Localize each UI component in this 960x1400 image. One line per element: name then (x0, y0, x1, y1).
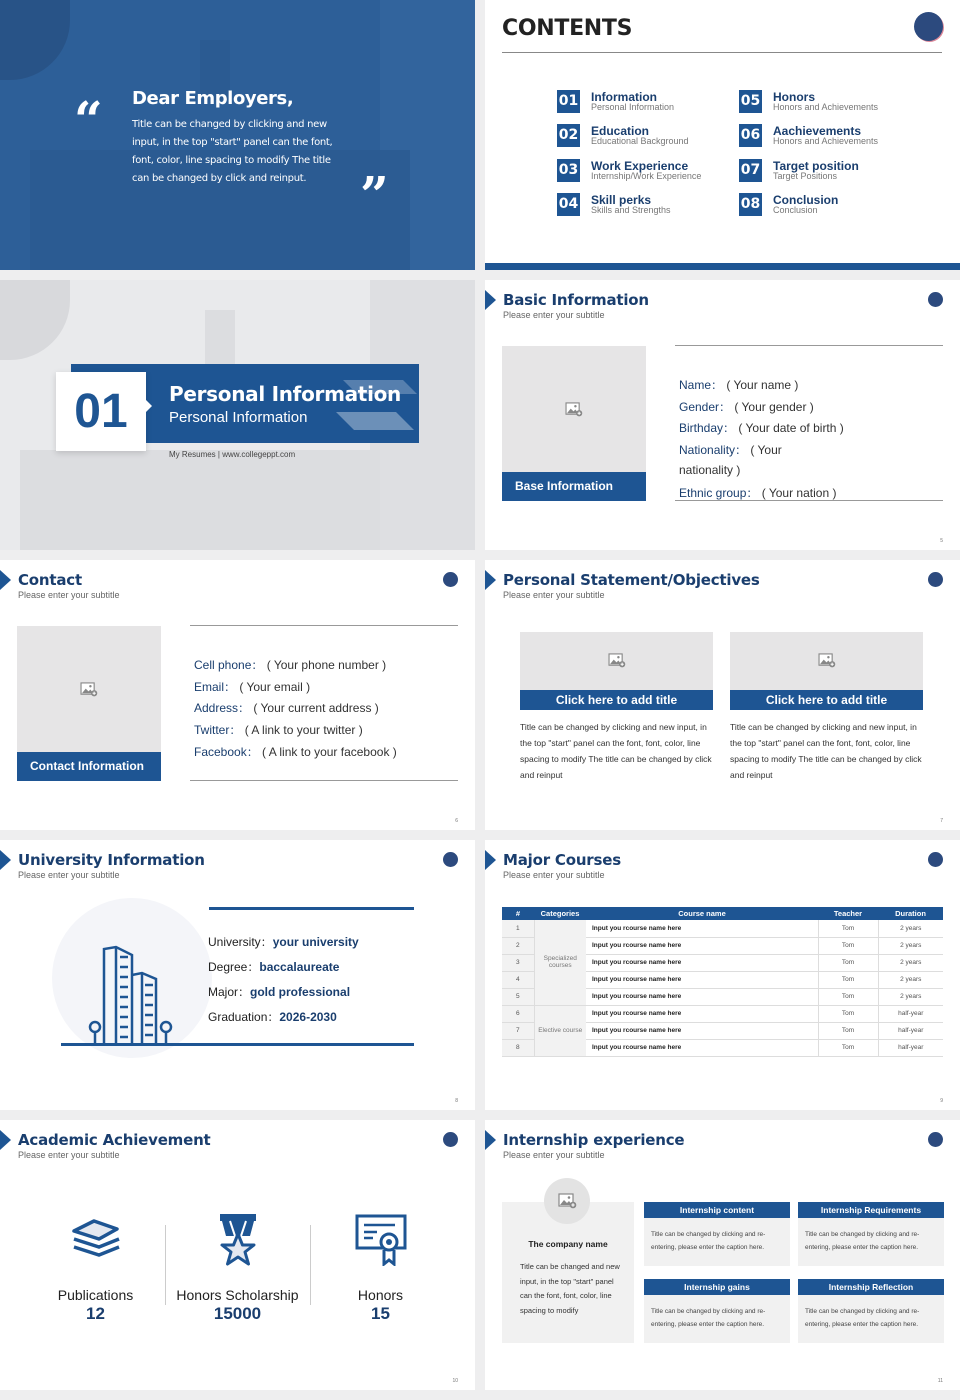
cell-teacher[interactable]: Tom (818, 988, 878, 1005)
cover-body[interactable]: Title can be changed by clicking and new input, in the top "start" panel can the font, font, color, line spacing to modify The title can be changed by click and reinput. (132, 119, 333, 184)
toc-label: Information (591, 90, 657, 104)
image-add-icon (80, 682, 98, 697)
section-footer: My Resumes | www.collegeppt.com (169, 450, 296, 459)
image-add-icon (818, 653, 836, 668)
slide-subtitle[interactable]: Please enter your subtitle (503, 310, 605, 320)
toc-number: 05 (739, 90, 762, 113)
page-number: 10 (452, 1378, 458, 1384)
slide-university-information[interactable] (0, 840, 475, 1110)
box-text[interactable]: Title can be changed by clicking and re-entering, please enter the caption here. (651, 1231, 766, 1251)
photo-caption[interactable]: Base Information (502, 472, 646, 501)
achievement-publications[interactable] (23, 1210, 168, 1324)
cell-category: Elective course (534, 1005, 586, 1056)
field-cell-phone[interactable]: Cell phone： ( Your phone number ) (194, 658, 387, 672)
books-icon (23, 1210, 168, 1270)
cell-index: 1 (502, 920, 534, 937)
field-nationality-cont[interactable]: nationality ) (679, 463, 741, 477)
cell-duration[interactable]: 2 years (878, 920, 943, 937)
slide-subtitle[interactable]: Please enter your subtitle (503, 1150, 605, 1160)
cell-index: 4 (502, 971, 534, 988)
toc-number: 07 (739, 159, 762, 182)
field-gender[interactable]: Gender： ( Your gender ) (679, 400, 814, 414)
toc-label: Skill perks (591, 193, 652, 207)
toc-number: 08 (739, 193, 762, 216)
cell-teacher[interactable]: Tom (818, 920, 878, 937)
field-name[interactable]: Name： ( Your name ) (679, 378, 799, 392)
table-row[interactable] (502, 920, 943, 937)
company-logo-placeholder[interactable] (544, 1178, 590, 1224)
page-number: 7 (940, 818, 943, 824)
cell-duration[interactable]: 2 years (878, 988, 943, 1005)
card-text[interactable]: Title can be changed by clicking and new input, in the top "start" panel can the font, font, color, line spacing to modify The title can be changed by click and reinput (520, 722, 712, 780)
decorative-dot (443, 1132, 458, 1147)
divider (675, 500, 943, 501)
slide-title[interactable]: Internship experience (503, 1131, 685, 1149)
open-quote-icon: “ (74, 90, 103, 149)
company-text[interactable]: Title can be changed and new input, in the top "start" panel can the font, font, color, line spacing to modify (520, 1262, 620, 1315)
cell-teacher[interactable]: Tom (818, 971, 878, 988)
header-arrow-icon (0, 850, 11, 870)
toc-number: 04 (557, 193, 580, 216)
slide-section-personal-info[interactable] (0, 280, 475, 550)
toc-sub: Internship/Work Experience (591, 171, 702, 181)
header-arrow-icon (485, 850, 496, 870)
slide-contents[interactable] (485, 0, 960, 270)
box-text[interactable]: Title can be changed by clicking and re-entering, please enter the caption here. (805, 1308, 920, 1328)
slide-academic-achievement[interactable] (0, 1120, 475, 1390)
toc-label: Honors (773, 90, 815, 104)
decorative-dot (914, 12, 943, 41)
photo-caption[interactable]: Contact Information (17, 752, 161, 781)
slide-cover-quote[interactable] (0, 0, 475, 270)
decorative-dot (928, 852, 943, 867)
slide-subtitle[interactable]: Please enter your subtitle (503, 590, 605, 600)
cell-index: 5 (502, 988, 534, 1005)
image-add-icon (608, 653, 626, 668)
achievement-value: 15000 (213, 1304, 262, 1323)
section-subtitle[interactable]: Personal Information (169, 409, 308, 426)
decorative-dot (928, 292, 943, 307)
box-title: Internship gains (644, 1279, 790, 1295)
col-course-name: Course name (586, 907, 818, 920)
decorative-dot (443, 852, 458, 867)
internship-content-box[interactable] (644, 1202, 790, 1266)
cell-teacher[interactable]: Tom (818, 954, 878, 971)
field-birthday[interactable]: Birthday： ( Your date of birth ) (679, 421, 844, 435)
divider (190, 780, 458, 781)
toc-number: 06 (739, 124, 762, 147)
slide-major-courses[interactable] (485, 840, 960, 1110)
slide-title[interactable]: Contact (18, 571, 82, 589)
cell-course[interactable]: Input you rcourse name here (586, 954, 818, 971)
cell-index: 7 (502, 1022, 534, 1039)
medal-icon (165, 1210, 310, 1270)
decorative-dot (443, 572, 458, 587)
cell-index: 3 (502, 954, 534, 971)
cell-duration[interactable]: half-year (878, 1005, 943, 1022)
table-header (502, 907, 943, 920)
field-facebook[interactable]: Facebook： ( A link to your facebook ) (194, 745, 397, 759)
cell-course[interactable]: Input you rcourse name here (586, 971, 818, 988)
slide-title[interactable]: Basic Information (503, 291, 649, 309)
page-number: 9 (940, 1098, 943, 1104)
courses-table (502, 907, 943, 1057)
decorative-dot (928, 572, 943, 587)
page-number: 5 (940, 538, 943, 544)
divider (502, 52, 942, 53)
section-title[interactable]: Personal Information (169, 382, 401, 406)
slide-subtitle[interactable]: Please enter your subtitle (18, 870, 120, 880)
cell-duration[interactable]: 2 years (878, 937, 943, 954)
box-text[interactable]: Title can be changed by clicking and re-entering, please enter the caption here. (805, 1231, 920, 1251)
internship-gains-box[interactable] (644, 1279, 790, 1343)
divider (190, 625, 458, 626)
slide-subtitle[interactable]: Please enter your subtitle (18, 590, 120, 600)
box-text[interactable]: Title can be changed by clicking and re-entering, please enter the caption here. (651, 1308, 766, 1328)
photo-placeholder[interactable] (17, 626, 161, 781)
card-text[interactable]: Title can be changed by clicking and new input, in the top "start" panel can the font, font, color, line spacing to modify The title can be changed by click and reinput (730, 722, 922, 780)
cell-category: Specialized courses (534, 920, 586, 1005)
decorative-dot (928, 1132, 943, 1147)
toc-sub: Educational Background (591, 136, 689, 146)
cell-duration[interactable]: 2 years (878, 971, 943, 988)
company-name[interactable]: The company name (528, 1239, 608, 1249)
cell-index: 6 (502, 1005, 534, 1022)
achievement-scholarship[interactable] (165, 1210, 310, 1324)
toc-label: Education (591, 124, 650, 138)
field-graduation[interactable]: Graduation：2026-2030 (208, 1010, 337, 1024)
contents-title[interactable]: CONTENTS (502, 16, 633, 41)
cell-index: 8 (502, 1039, 534, 1056)
slide-title[interactable]: University Information (18, 851, 205, 869)
photo-placeholder[interactable] (730, 632, 923, 690)
cell-course[interactable]: Input you rcourse name here (586, 1022, 818, 1039)
slide-subtitle[interactable]: Please enter your subtitle (503, 870, 605, 880)
field-university[interactable]: University：your university (208, 935, 359, 949)
field-address[interactable]: Address： ( Your current address ) (194, 701, 379, 715)
slide-subtitle[interactable]: Please enter your subtitle (18, 1150, 120, 1160)
toc-number: 03 (557, 159, 580, 182)
toc-number: 02 (557, 124, 580, 147)
image-add-icon (565, 402, 583, 417)
header-arrow-icon (485, 570, 496, 590)
toc-sub: Honors and Achievements (773, 136, 879, 146)
cell-course[interactable]: Input you rcourse name here (586, 1005, 818, 1022)
box-title: Internship Requirements (798, 1202, 944, 1218)
cell-teacher[interactable]: Tom (818, 937, 878, 954)
statement-card-1[interactable] (520, 632, 713, 783)
slide-basic-information[interactable] (485, 280, 960, 550)
box-title: Internship Reflection (798, 1279, 944, 1295)
col-duration: Duration (878, 907, 943, 920)
image-add-icon (558, 1193, 577, 1209)
cell-course[interactable]: Input you rcourse name here (586, 937, 818, 954)
slide-contact[interactable] (0, 560, 475, 830)
toc-label: Target position (773, 159, 859, 173)
achievement-label: Publications (57, 1287, 134, 1303)
cover-heading[interactable]: Dear Employers, (132, 88, 294, 109)
header-arrow-icon (485, 290, 496, 310)
building-icon (86, 945, 176, 1045)
cell-course[interactable]: Input you rcourse name here (586, 1039, 818, 1056)
toc-number: 01 (557, 90, 580, 113)
certificate-icon (308, 1210, 453, 1270)
achievement-label: Honors Scholarship (176, 1287, 299, 1303)
field-nationality[interactable]: Nationality： ( Your (679, 443, 782, 457)
field-ethnic-group[interactable]: Ethnic group： ( Your nation ) (679, 486, 837, 500)
col-teacher: Teacher (818, 907, 878, 920)
toc-label: Aachievements (773, 124, 862, 138)
cell-duration[interactable]: 2 years (878, 954, 943, 971)
divider (675, 345, 943, 346)
section-number: 01 (74, 385, 128, 438)
cell-index: 2 (502, 937, 534, 954)
cell-teacher[interactable]: Tom (818, 1005, 878, 1022)
cell-teacher[interactable]: Tom (818, 1039, 878, 1056)
page-number: 11 (937, 1378, 943, 1384)
page-number: 8 (455, 1098, 458, 1104)
statement-card-2[interactable] (730, 632, 923, 783)
toc-sub: Honors and Achievements (773, 102, 879, 112)
toc-label: Conclusion (773, 193, 839, 207)
divider (209, 907, 414, 910)
cell-duration[interactable]: half-year (878, 1022, 943, 1039)
achievement-label: Honors (357, 1287, 404, 1303)
internship-reflection-box[interactable] (798, 1279, 944, 1343)
photo-placeholder[interactable] (520, 632, 713, 690)
cell-teacher[interactable]: Tom (818, 1022, 878, 1039)
toc-sub: Conclusion (773, 205, 818, 215)
toc-label: Work Experience (591, 159, 689, 173)
achievement-honors[interactable] (308, 1210, 453, 1324)
header-arrow-icon (0, 570, 11, 590)
bottom-accent-bar (485, 263, 960, 270)
toc-sub: Skills and Strengths (591, 205, 671, 215)
header-arrow-icon (0, 1130, 11, 1150)
page-number: 6 (455, 818, 458, 824)
internship-requirements-box[interactable] (798, 1202, 944, 1266)
slide-title[interactable]: Academic Achievement (18, 1131, 211, 1149)
close-quote-icon: ” (360, 165, 389, 224)
toc-sub: Personal Information (591, 102, 675, 112)
photo-placeholder[interactable] (502, 346, 646, 501)
field-email[interactable]: Email： ( Your email ) (194, 680, 311, 694)
header-arrow-icon (485, 1130, 496, 1150)
col-categories: Categories (534, 907, 586, 920)
card-title[interactable]: Click here to add title (730, 690, 923, 710)
field-major[interactable]: Major：gold professional (208, 985, 351, 999)
box-title: Internship content (644, 1202, 790, 1218)
col-index: # (502, 907, 534, 920)
slide-internship-experience[interactable] (485, 1120, 960, 1390)
table-row[interactable] (502, 1005, 943, 1022)
field-twitter[interactable]: Twitter： ( A link to your twitter ) (194, 723, 363, 737)
achievement-value: 12 (86, 1304, 105, 1323)
card-title[interactable]: Click here to add title (520, 690, 713, 710)
cell-course[interactable]: Input you rcourse name here (586, 988, 818, 1005)
slide-title[interactable]: Major Courses (503, 851, 621, 869)
cell-duration[interactable]: half-year (878, 1039, 943, 1056)
slide-title[interactable]: Personal Statement/Objectives (503, 571, 760, 589)
ground-line (61, 1043, 414, 1046)
field-degree[interactable]: Degree：baccalaureate (208, 960, 340, 974)
toc-sub: Target Positions (773, 171, 838, 181)
slide-personal-statement[interactable] (485, 560, 960, 830)
achievement-value: 15 (371, 1304, 390, 1323)
cell-course[interactable]: Input you rcourse name here (586, 920, 818, 937)
